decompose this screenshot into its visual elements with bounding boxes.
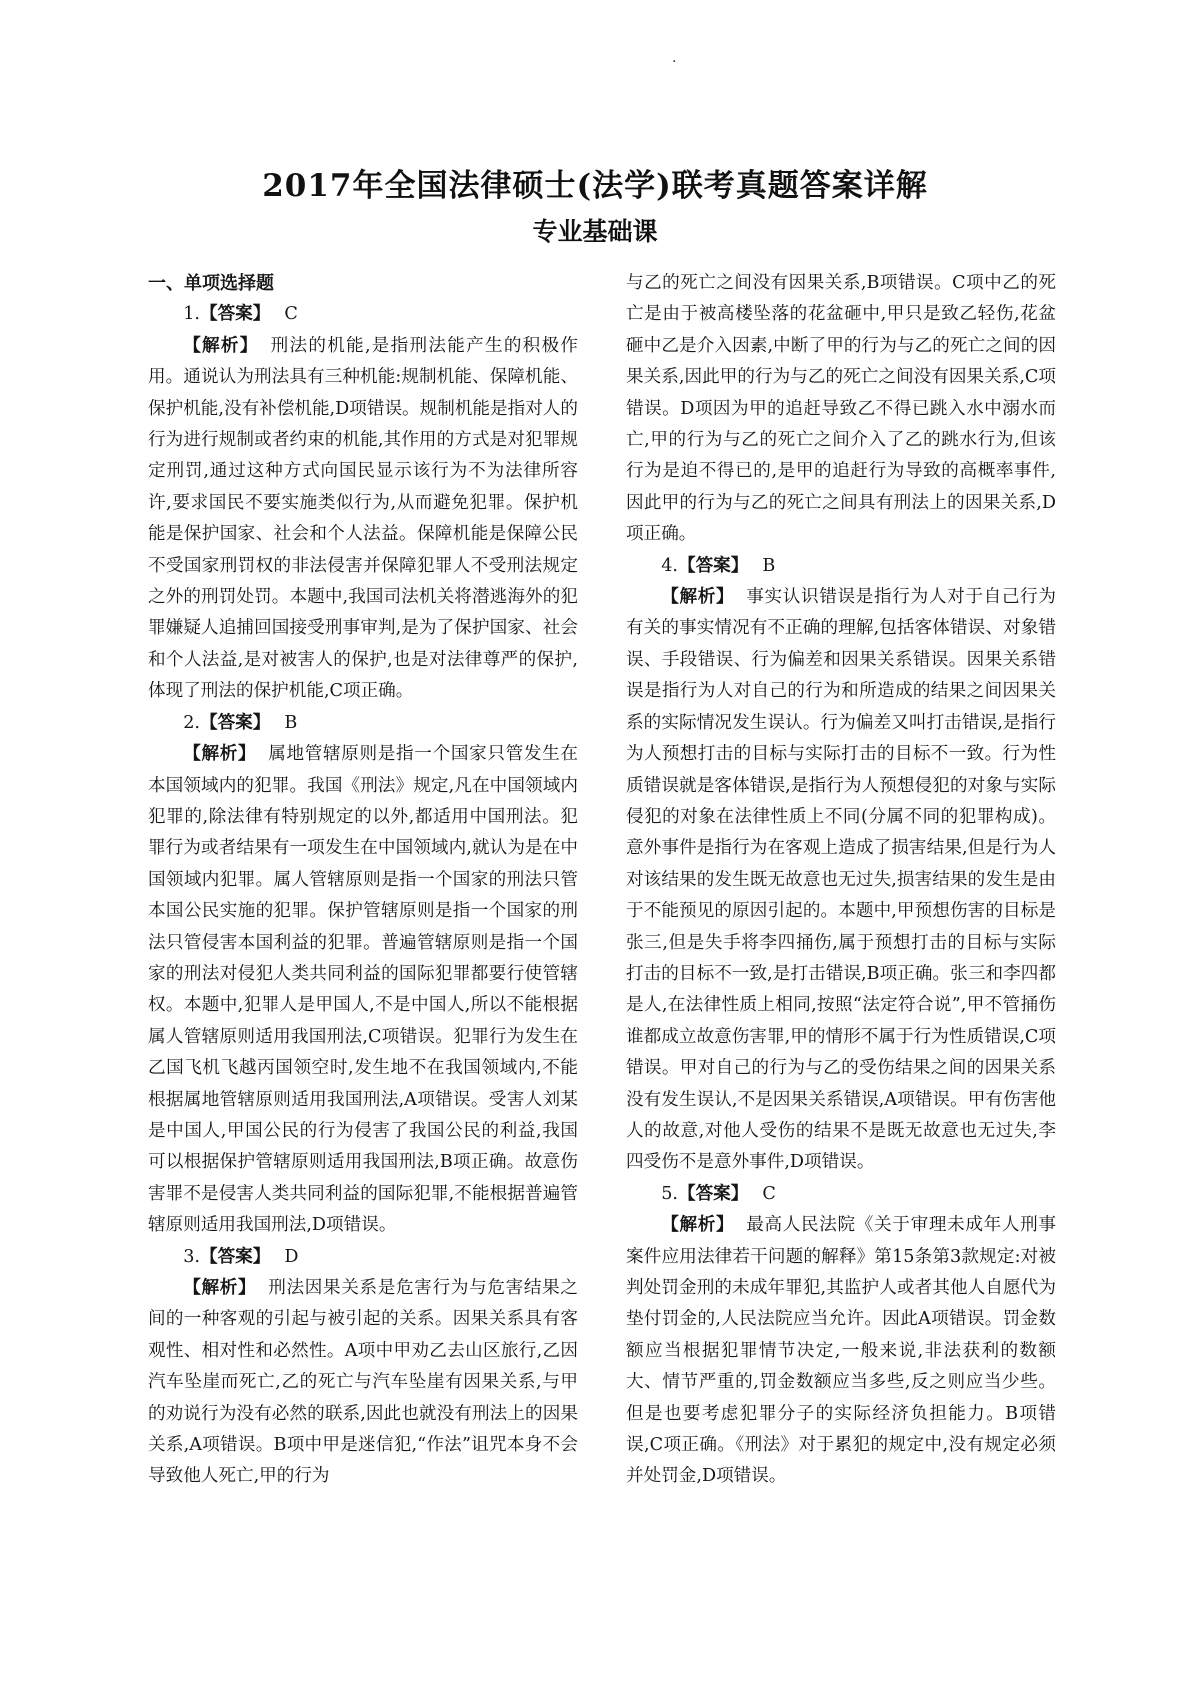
explanation-tag: 【解析】	[183, 335, 259, 356]
explanation-tag: 【解析】	[661, 587, 735, 608]
answer-value: C	[762, 1183, 776, 1204]
explanation-q3-part1	[148, 1273, 578, 1493]
question-number: 4.	[661, 555, 678, 576]
question-number: 2.	[183, 712, 200, 733]
explanation-tag: 【解析】	[661, 1215, 735, 1236]
explanation-tag: 【解析】	[183, 744, 257, 765]
explanation-q1	[148, 331, 578, 708]
answer-tag: 【答案】	[199, 304, 271, 325]
answer-line-q4	[626, 551, 1056, 582]
explanation-text: 刑法因果关系是危害行为与危害结果之间的一种客观的引起与被引起的关系。因果关系具有客观性、相对性和必然性。A项中甲劝乙去山区旅行,乙因汽车坠崖而死亡,乙的死亡与汽车坠崖有因果关系,与甲的劝说行为没有必然的联系,因此也就没有刑法上的因果关系,A项错误。B项中甲是迷信犯,“作法”诅咒本身不会导致他人死亡,甲的行为	[148, 1278, 578, 1487]
explanation-q3-part2: 与乙的死亡之间没有因果关系,B项错误。C项中乙的死亡是由于被高楼坠落的花盆砸中,甲只是致乙轻伤,花盆砸中乙是介入因素,中断了甲的行为与乙的死亡之间的因果关系,因此甲的行为与乙的死亡之间没有因果关系,C项错误。D项因为甲的追赶导致乙不得已跳入水中溺水而亡,甲的行为与乙的死亡之间介入了乙的跳水行为,但该行为是迫不得已的,是甲的追赶行为导致的高概率事件,因此甲的行为与乙的死亡之间具有刑法上的因果关系,D项正确。	[626, 273, 1056, 545]
explanation-text: 属地管辖原则是指一个国家只管发生在本国领域内的犯罪。我国《刑法》规定,凡在中国领域内犯罪的,除法律有特别规定的以外,都适用中国刑法。犯罪行为或者结果有一项发生在中国领域内,就认为是在中国领域内犯罪。属人管辖原则是指一个国家的刑法只管本国公民实施的犯罪。保护管辖原则是指一个国家的刑法只管侵害本国利益的犯罪。普遍管辖原则是指一个国家的刑法对侵犯人类共同利益的国际犯罪都要行使管辖权。本题中,犯罪人是甲国人,不是中国人,所以不能根据属人管辖原则适用我国刑法,C项错误。犯罪行为发生在乙国飞机飞越丙国领空时,发生地不在我国领域内,不能根据属地管辖原则适用我国刑法,A项错误。受害人刘某是中国人,甲国公民的行为侵害了我国公民的利益,我国可以根据保护管辖原则适用我国刑法,B项正确。故意伤害罪不是侵害人类共同利益的国际犯罪,不能根据普遍管辖原则适用我国刑法,D项错误。	[148, 744, 578, 1236]
answer-line-q1	[148, 299, 578, 330]
question-number: 1.	[183, 304, 200, 325]
answer-value: B	[284, 712, 298, 733]
answer-tag: 【答案】	[199, 1246, 271, 1267]
answer-line-q3	[148, 1242, 578, 1273]
explanation-text: 刑法的机能,是指刑法能产生的积极作用。通说认为刑法具有三种机能:规制机能、保障机能、保护机能,没有补偿机能,D项错误。规制机能是指对人的行为进行规制或者约束的机能,其作用的方式是对犯罪规定刑罚,通过这种方式向国民显示该行为不为法律所容许,要求国民不要实施类似行为,从而避免犯罪。保护机能是保护国家、社会和个人法益。保障机能是保障公民不受国家刑罚权的非法侵害并保障犯罪人不受刑法规定之外的刑罚处罚。本题中,我国司法机关将潜逃海外的犯罪嫌疑人追捕回国接受刑事审判,是为了保护国家、社会和个人法益,是对被害人的保护,也是对法律尊严的保护,体现了刑法的保护机能,C项正确。	[148, 335, 578, 702]
answer-tag: 【答案】	[199, 712, 271, 733]
right-column	[626, 268, 1056, 1493]
section-heading: 一、单项选择题	[148, 273, 274, 294]
explanation-text: 事实认识错误是指行为人对于自己行为有关的事实情况有不正确的理解,包括客体错误、对象错误、手段错误、行为偏差和因果关系错误。因果关系错误是指行为人对自己的行为和所造成的结果之间因果关系的实际情况发生误认。行为偏差又叫打击错误,是指行为人预想打击的目标与实际打击的目标不一致。行为性质错误就是客体错误,是指行为人预想侵犯的对象与实际侵犯的对象在法律性质上不同(分属不同的犯罪构成)。意外事件是指行为在客观上造成了损害结果,但是行为人对该结果的发生既无故意也无过失,损害结果的发生是由于不能预见的原因引起的。本题中,甲预想伤害的目标是张三,但是失手将李四捅伤,属于预想打击的目标与实际打击的目标不一致,是打击错误,B项正确。张三和李四都是人,在法律性质上相同,按照“法定符合说”,甲不管捅伤谁都成立故意伤害罪,甲的情形不属于行为性质错误,C项错误。甲对自己的行为与乙的受伤结果之间的因果关系没有发生误认,不是因果关系错误,A项错误。甲有伤害他人的故意,对他人受伤的结果不是既无故意也无过失,李四受伤不是意外事件,D项错误。	[626, 587, 1056, 1173]
explanation-tag: 【解析】	[183, 1278, 257, 1298]
answer-tag: 【答案】	[677, 1183, 749, 1204]
question-number: 3.	[183, 1246, 200, 1267]
explanation-q4	[626, 582, 1056, 1179]
left-column	[148, 268, 578, 1493]
explanation-q5	[626, 1210, 1056, 1493]
page-title: 2017年全国法律硕士(法学)联考真题答案详解	[262, 168, 928, 204]
header-mark: ·	[672, 54, 677, 70]
answer-value: D	[284, 1246, 299, 1267]
question-number: 5.	[661, 1183, 678, 1204]
answer-line-q2	[148, 708, 578, 739]
page-subtitle: 专业基础课	[532, 217, 658, 246]
explanation-text: 最高人民法院《关于审理未成年人刑事案件应用法律若干问题的解释》第15条第3款规定:对被判处罚金刑的未成年罪犯,其监护人或者其他人自愿代为垫付罚金的,人民法院应当允许。因此A项错误。罚金数额应当根据犯罪情节决定,一般来说,非法获利的数额大、情节严重的,罚金数额应当多些,反之则应当少些。但是也要考虑犯罪分子的实际经济负担能力。B项错误,C项正确。《刑法》对于累犯的规定中,没有规定必须并处罚金,D项错误。	[626, 1215, 1056, 1487]
answer-value: B	[762, 555, 776, 576]
explanation-q2	[148, 739, 578, 1242]
answer-value: C	[284, 304, 298, 325]
answer-line-q5	[626, 1179, 1056, 1210]
answer-tag: 【答案】	[677, 555, 749, 576]
